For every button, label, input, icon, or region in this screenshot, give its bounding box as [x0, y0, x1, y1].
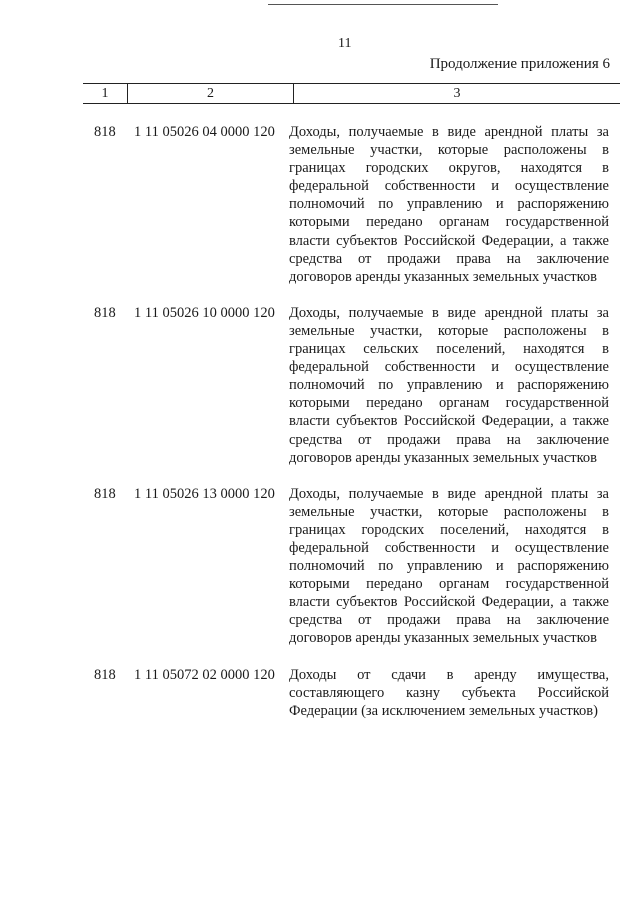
continuation-title: Продолжение приложения 6 [429, 56, 610, 72]
admin-code: 818 [94, 666, 116, 683]
header-col-1: 1 [101, 86, 109, 101]
header-col-2: 2 [207, 86, 214, 101]
income-description: Доходы, получаемые в виде арендной платы за земельные участки, которые расположены в границах городских округов, находятся в федеральной собственности и осуществление полномочий по управлению и распоряжению которыми передано органам государственной власти субъектов Российской Федерации, а также средства от продажи права на заключение договоров аренды указанных земельных участков [289, 124, 609, 285]
header-col-3: 3 [453, 86, 461, 101]
admin-code: 818 [94, 304, 116, 321]
income-description: Доходы, получаемые в виде арендной платы за земельные участки, которые расположены в границах городских поселений, находятся в федеральной собственности и осуществление полномочий по управлению и распоряжению которыми передано органам государственной власти субъектов Российской Федерации, а также средства от продажи права на заключение договоров аренды указанных земельных участков [289, 485, 609, 647]
kbk-code: 1 11 05072 02 0000 120 [134, 666, 275, 683]
table-row [0, 304, 640, 467]
admin-code: 818 [94, 485, 116, 502]
kbk-code: 1 11 05026 04 0000 120 [134, 124, 275, 140]
header-bottom-border [83, 103, 620, 104]
kbk-code: 1 11 05026 10 0000 120 [134, 304, 275, 321]
kbk-code: 1 11 05026 13 0000 120 [134, 485, 275, 502]
income-description: Доходы, получаемые в виде арендной платы за земельные участки, которые расположены в границах сельских поселений, находятся в федеральной собственности и осуществление полномочий по управлению и распоряжению которыми передано органам государственной власти субъектов Российской Федерации, а также средства от продажи права на заключение договоров аренды указанных земельных участков [289, 304, 609, 466]
table-row [0, 666, 640, 720]
header-top-border [83, 83, 620, 84]
top-rule [268, 4, 498, 5]
income-description: Доходы от сдачи в аренду имущества, составляющего казну субъекта Российской Федерации (за исключением земельных участков) [289, 666, 609, 719]
table-body [0, 123, 640, 720]
table-row [0, 485, 640, 648]
table-row [0, 123, 640, 286]
page-number: 11 [338, 36, 352, 51]
admin-code: 818 [94, 124, 116, 140]
